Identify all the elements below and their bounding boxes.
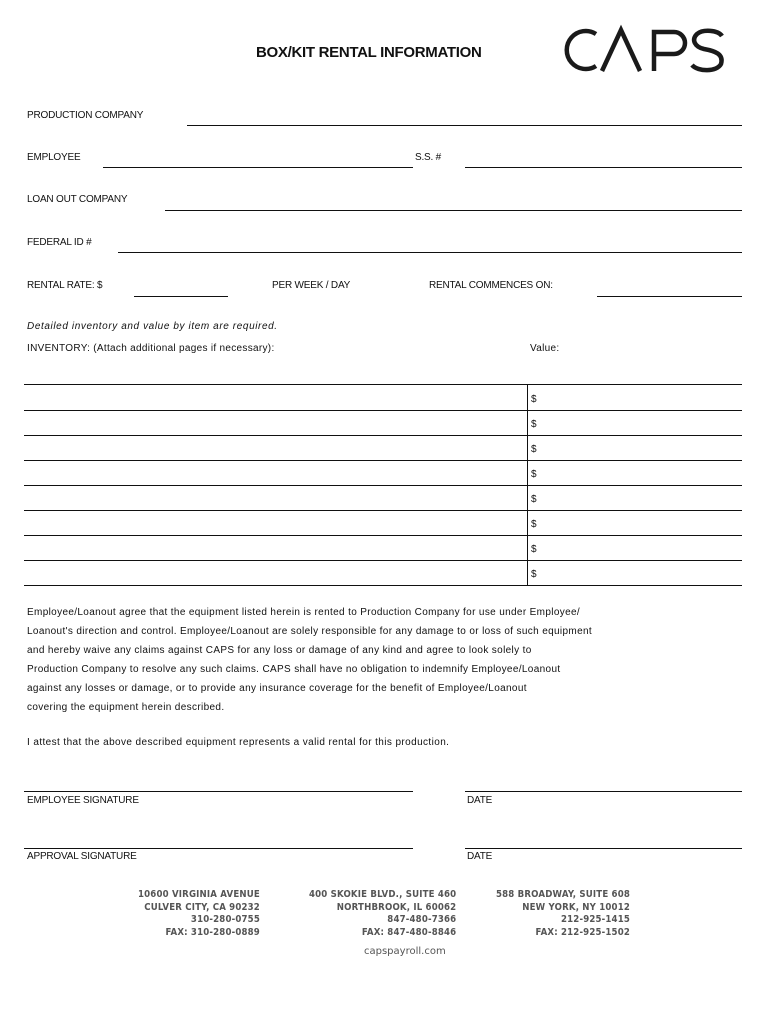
agreement-line: and hereby waive any claims against CAPS for any loss or damage of any kind and agree to look solely to — [27, 645, 532, 656]
address-fax: FAX: 847-480-8846 — [361, 926, 457, 938]
date-label-1: DATE — [467, 795, 493, 806]
inventory-label: INVENTORY: (Attach additional pages if necessary): — [27, 343, 275, 354]
agreement-paragraph — [27, 603, 647, 717]
inventory-note: Detailed inventory and value by item are required. — [27, 321, 278, 332]
loan-out-company-label: LOAN OUT COMPANY — [27, 194, 128, 205]
production-company-label: PRODUCTION COMPANY — [27, 110, 144, 121]
agreement-line: Employee/Loanout agree that the equipment listed herein is rented to Production Company for use under Employee/ — [27, 607, 581, 618]
inventory-row[interactable] — [24, 485, 742, 511]
employee-signature-field[interactable] — [24, 791, 413, 792]
value-label: Value: — [530, 343, 560, 354]
dollar-sign: $ — [531, 444, 537, 455]
footer-address-northbrook — [309, 889, 456, 939]
value-column-divider — [527, 385, 528, 586]
rental-commences-label: RENTAL COMMENCES ON: — [429, 280, 553, 291]
address-line: NORTHBROOK, IL 60062 — [336, 901, 457, 913]
federal-id-label: FEDERAL ID # — [27, 237, 92, 248]
dollar-sign: $ — [531, 519, 537, 530]
approval-signature-field[interactable] — [24, 848, 413, 849]
footer-address-culver-city — [138, 889, 260, 939]
address-line: CULVER CITY, CA 90232 — [144, 901, 260, 913]
inventory-row[interactable] — [24, 560, 742, 586]
agreement-line: Production Company to resolve any such claims. CAPS shall have no obligation to indemnify Employee/Loanout — [27, 664, 561, 675]
rental-rate-field[interactable] — [134, 296, 228, 297]
ss-label: S.S. # — [415, 152, 442, 163]
address-line: 588 BROADWAY, SUITE 608 — [496, 889, 631, 900]
dollar-sign: $ — [531, 544, 537, 555]
form-title: BOX/KIT RENTAL INFORMATION — [256, 44, 482, 61]
caps-logo — [558, 24, 730, 76]
attest-statement: I attest that the above described equipment represents a valid rental for this production. — [27, 737, 450, 748]
address-fax: FAX: 212-925-1502 — [535, 926, 631, 938]
ss-field[interactable] — [465, 167, 742, 168]
inventory-row[interactable] — [24, 410, 742, 436]
address-phone: 212-925-1415 — [560, 914, 631, 925]
dollar-sign: $ — [531, 469, 537, 480]
inventory-table — [24, 384, 742, 586]
agreement-line: covering the equipment herein described. — [27, 702, 225, 713]
date-field-2[interactable] — [465, 848, 742, 849]
address-line: 400 SKOKIE BLVD., SUITE 460 — [309, 889, 457, 900]
inventory-row[interactable] — [24, 385, 742, 411]
federal-id-field[interactable] — [118, 252, 742, 253]
dollar-sign: $ — [531, 569, 537, 580]
production-company-field[interactable] — [187, 125, 742, 126]
agreement-line: Loanout's direction and control. Employee/Loanout are solely responsible for any damage to or loss of such equipment — [27, 626, 593, 637]
dollar-sign: $ — [531, 419, 537, 430]
approval-signature-label: APPROVAL SIGNATURE — [27, 851, 137, 862]
inventory-row[interactable] — [24, 510, 742, 536]
dollar-sign: $ — [531, 394, 537, 405]
date-field-1[interactable] — [465, 791, 742, 792]
inventory-row[interactable] — [24, 535, 742, 561]
address-line: 10600 VIRGINIA AVENUE — [138, 889, 260, 900]
address-phone: 847-480-7366 — [387, 914, 457, 925]
per-week-day-label: PER WEEK / DAY — [272, 280, 351, 291]
employee-label: EMPLOYEE — [27, 152, 81, 163]
address-line: NEW YORK, NY 10012 — [522, 901, 631, 913]
loan-out-company-field[interactable] — [165, 210, 742, 211]
employee-signature-label: EMPLOYEE SIGNATURE — [27, 795, 139, 806]
rental-commences-field[interactable] — [597, 296, 742, 297]
agreement-line: against any losses or damage, or to provide any insurance coverage for the benefit of Employee/Loanout — [27, 683, 527, 694]
footer-address-new-york — [496, 889, 630, 939]
address-fax: FAX: 310-280-0889 — [165, 926, 260, 938]
dollar-sign: $ — [531, 494, 537, 505]
website-link[interactable]: capspayroll.com — [364, 946, 446, 957]
inventory-row[interactable] — [24, 460, 742, 486]
rental-rate-label: RENTAL RATE: $ — [27, 280, 103, 291]
date-label-2: DATE — [467, 851, 493, 862]
address-phone: 310-280-0755 — [190, 914, 260, 925]
employee-field[interactable] — [103, 167, 413, 168]
inventory-row[interactable] — [24, 435, 742, 461]
